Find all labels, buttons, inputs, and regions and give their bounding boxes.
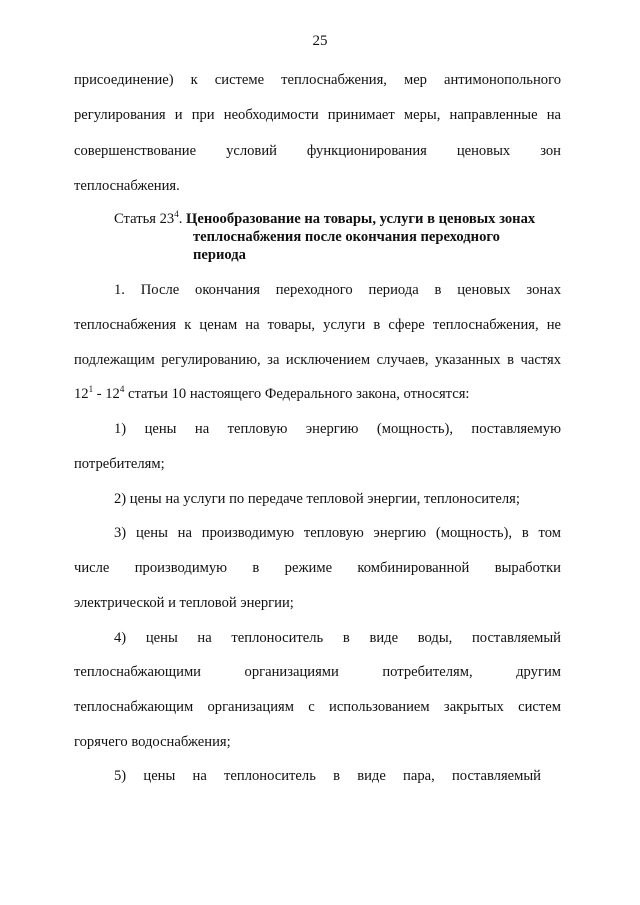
list-item-line: потребителям; (74, 456, 165, 472)
list-item-line: 4) цены на теплоноситель в виде воды, поставляемый (114, 630, 561, 646)
page-number: 25 (312, 33, 328, 49)
paragraph-line: 1. После окончания переходного периода в ценовых зонах (114, 282, 561, 298)
paragraph-line: регулирования и при необходимости принимает меры, направленные на (74, 107, 561, 123)
article-title-line: периода (193, 247, 246, 263)
paragraph-line: присоединение) к системе теплоснабжения, мер антимонопольного (74, 72, 561, 88)
paragraph-line: $12^1 - 12^4$ статьи 10 настоящего Федерального закона, относятся: (74, 384, 470, 402)
paragraph-line: совершенствование условий функционирования ценовых зон (74, 143, 561, 159)
list-item-line: горячего водоснабжения; (74, 734, 231, 750)
list-item-line: 5) цены на теплоноситель в виде пара, поставляемый (114, 768, 541, 784)
list-item-line: теплоснабжающим организациям с использованием закрытых систем (74, 699, 561, 715)
article-title: Ценообразование на товары, услуги в ценовых зонах (186, 211, 536, 227)
paragraph-line: подлежащим регулированию, за исключением случаев, указанных в частях (74, 352, 561, 368)
article-heading (114, 210, 535, 228)
article-title-line: теплоснабжения после окончания переходного (193, 229, 500, 245)
list-item-line: 1) цены на тепловую энергию (мощность), поставляемую (114, 421, 561, 437)
list-item-line: электрической и тепловой энергии; (74, 595, 294, 611)
paragraph-line: теплоснабжения. (74, 178, 180, 194)
list-item-line: числе производимую в режиме комбинированной выработки (74, 560, 561, 576)
list-item-line: 2) цены на услуги по передаче тепловой энергии, теплоносителя; (114, 491, 520, 507)
list-item-line: 3) цены на производимую тепловую энергию (мощность), в том (114, 525, 561, 541)
paragraph-line: теплоснабжения к ценам на товары, услуги в сфере теплоснабжения, не (74, 317, 561, 333)
article-number: Статья $23^4$. (114, 209, 183, 227)
list-item-line: теплоснабжающими организациями потребителям, другим (74, 664, 561, 680)
